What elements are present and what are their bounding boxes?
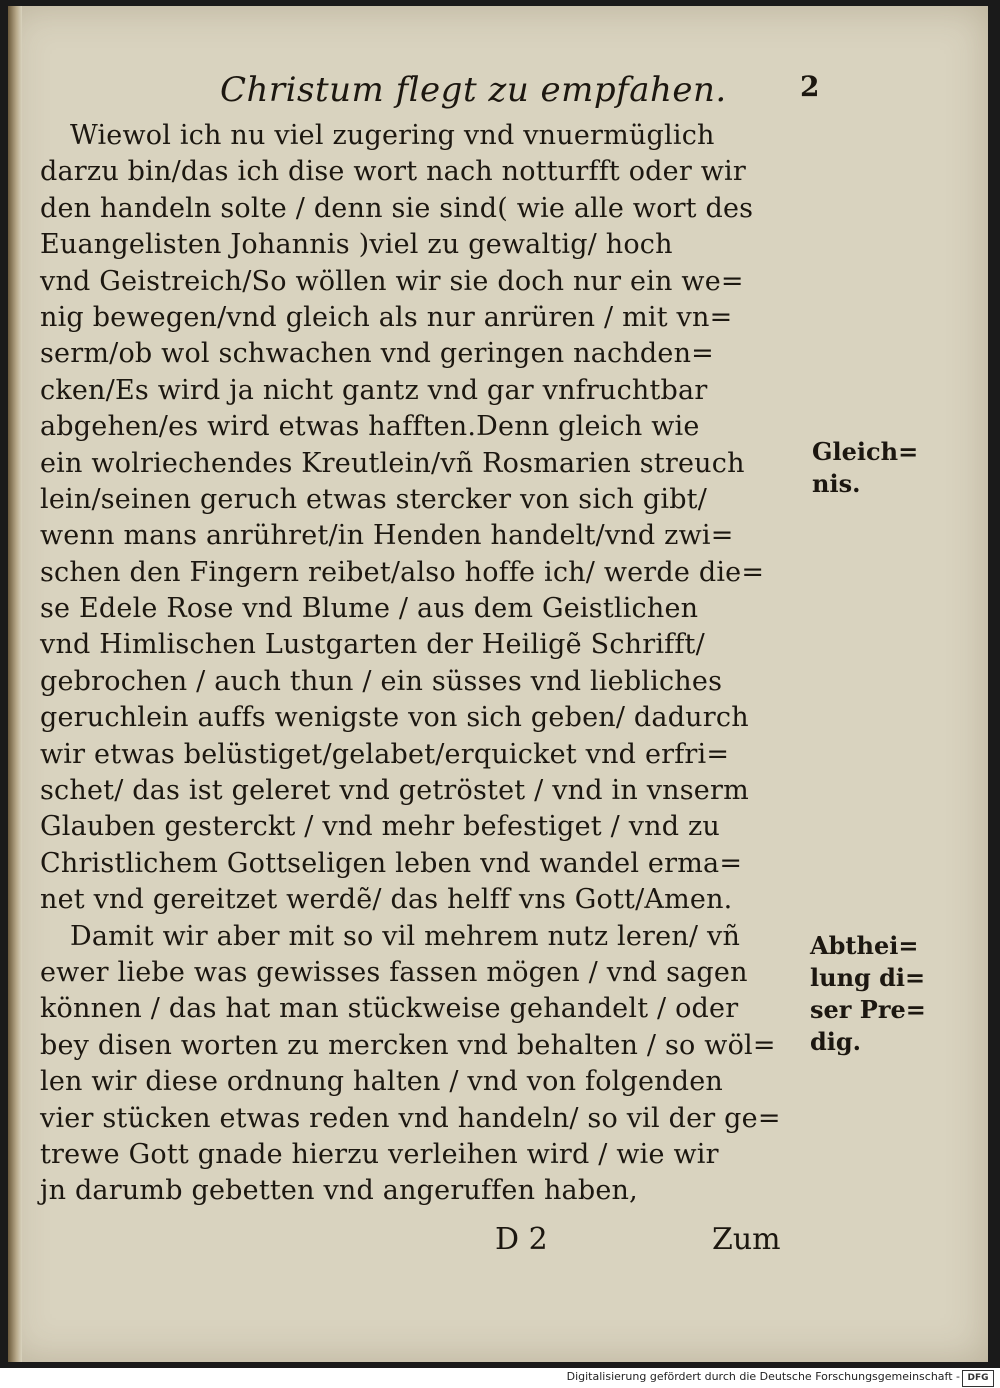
text-line: ewer liebe was gewisses fassen mögen / vnd sagen xyxy=(40,956,748,988)
signature-mark: D 2 xyxy=(495,1222,548,1257)
text-line: schet/ das ist geleret vnd getröstet / vnd in vnserm xyxy=(40,775,749,807)
text-line: lein/seinen geruch etwas stercker von sich gibt/ xyxy=(40,483,708,515)
text-line: bey disen worten zu mercken vnd behalten / so wöl= xyxy=(40,1029,776,1061)
margin-note-abtheilung xyxy=(810,930,926,1058)
running-header xyxy=(220,70,840,116)
dfg-logo-icon: DFG xyxy=(962,1370,994,1387)
text-line: darzu bin/das ich dise wort nach notturfft oder wir xyxy=(40,156,746,188)
text-line: geruchlein auffs wenigste von sich geben/ dadurch xyxy=(40,702,749,734)
text-line: können / das hat man stückweise gehandelt / oder xyxy=(40,993,739,1025)
text-line: Euangelisten Johannis )viel zu gewaltig/ hoch xyxy=(40,229,673,261)
text-line: abgehen/es wird etwas hafften.Denn gleich wie xyxy=(40,411,700,443)
margin-note-line: ser Pre= xyxy=(810,995,926,1024)
page-number: 2 xyxy=(800,70,820,103)
text-line: net vnd gereitzet werdẽ/ das helff vns Gott/Amen. xyxy=(40,884,733,916)
text-line: Wiewol ich nu viel zugering vnd vnuermüglich xyxy=(70,120,715,151)
page-spine xyxy=(8,6,22,1362)
footer-bar xyxy=(0,1368,1000,1388)
text-line: vnd Geistreich/So wöllen wir sie doch nur ein we= xyxy=(40,265,744,297)
text-line: schen den Fingern reibet/also hoffe ich/ werde die= xyxy=(40,556,765,588)
text-line: len wir diese ordnung halten / vnd von folgenden xyxy=(40,1066,723,1098)
running-title: Christum flegt zu empfahen. xyxy=(220,70,727,110)
text-line: se Edele Rose vnd Blume / aus dem Geistlichen xyxy=(40,593,699,625)
text-line: gebrochen / auch thun / ein süsses vnd liebliches xyxy=(40,665,723,697)
text-line: Glauben gesterckt / vnd mehr befestiget / vnd zu xyxy=(40,811,721,843)
margin-note-line: nis. xyxy=(812,469,861,498)
text-line: Christlichem Gottseligen leben vnd wandel erma= xyxy=(40,847,743,879)
margin-note-line: Gleich= xyxy=(812,437,919,466)
text-line: vnd Himlischen Lustgarten der Heiligẽ Schrifft/ xyxy=(40,629,705,661)
catchword: Zum xyxy=(712,1222,781,1257)
text-line: ein wolriechendes Kreutlein/vñ Rosmarien streuch xyxy=(40,447,745,479)
margin-note-line: dig. xyxy=(810,1027,862,1056)
funding-credit: Digitalisierung gefördert durch die Deutsche Forschungsgemeinschaft - xyxy=(566,1370,960,1383)
text-line: den handeln solte / denn sie sind( wie alle wort des xyxy=(40,192,754,224)
margin-note-line: Abthei= xyxy=(810,931,919,960)
body-text xyxy=(40,118,820,1210)
text-line: jn darumb gebetten vnd angeruffen haben, xyxy=(40,1175,638,1207)
text-line: trewe Gott gnade hierzu verleihen wird / wie wir xyxy=(40,1138,719,1170)
margin-note-gleichnis xyxy=(812,436,918,500)
text-line: Damit wir aber mit so vil mehrem nutz leren/ vñ xyxy=(70,920,741,952)
text-line: wir etwas belüstiget/gelabet/erquicket vnd erfri= xyxy=(40,738,730,770)
text-line: vier stücken etwas reden vnd handeln/ so vil der ge= xyxy=(40,1102,781,1134)
text-line: cken/Es wird ja nicht gantz vnd gar vnfruchtbar xyxy=(40,374,708,406)
text-line: serm/ob wol schwachen vnd geringen nachden= xyxy=(40,338,714,370)
text-line: wenn mans anrühret/in Henden handelt/vnd zwi= xyxy=(40,520,734,552)
text-line: nig bewegen/vnd gleich als nur anrüren / mit vn= xyxy=(40,301,733,333)
margin-note-line: lung di= xyxy=(810,963,926,992)
